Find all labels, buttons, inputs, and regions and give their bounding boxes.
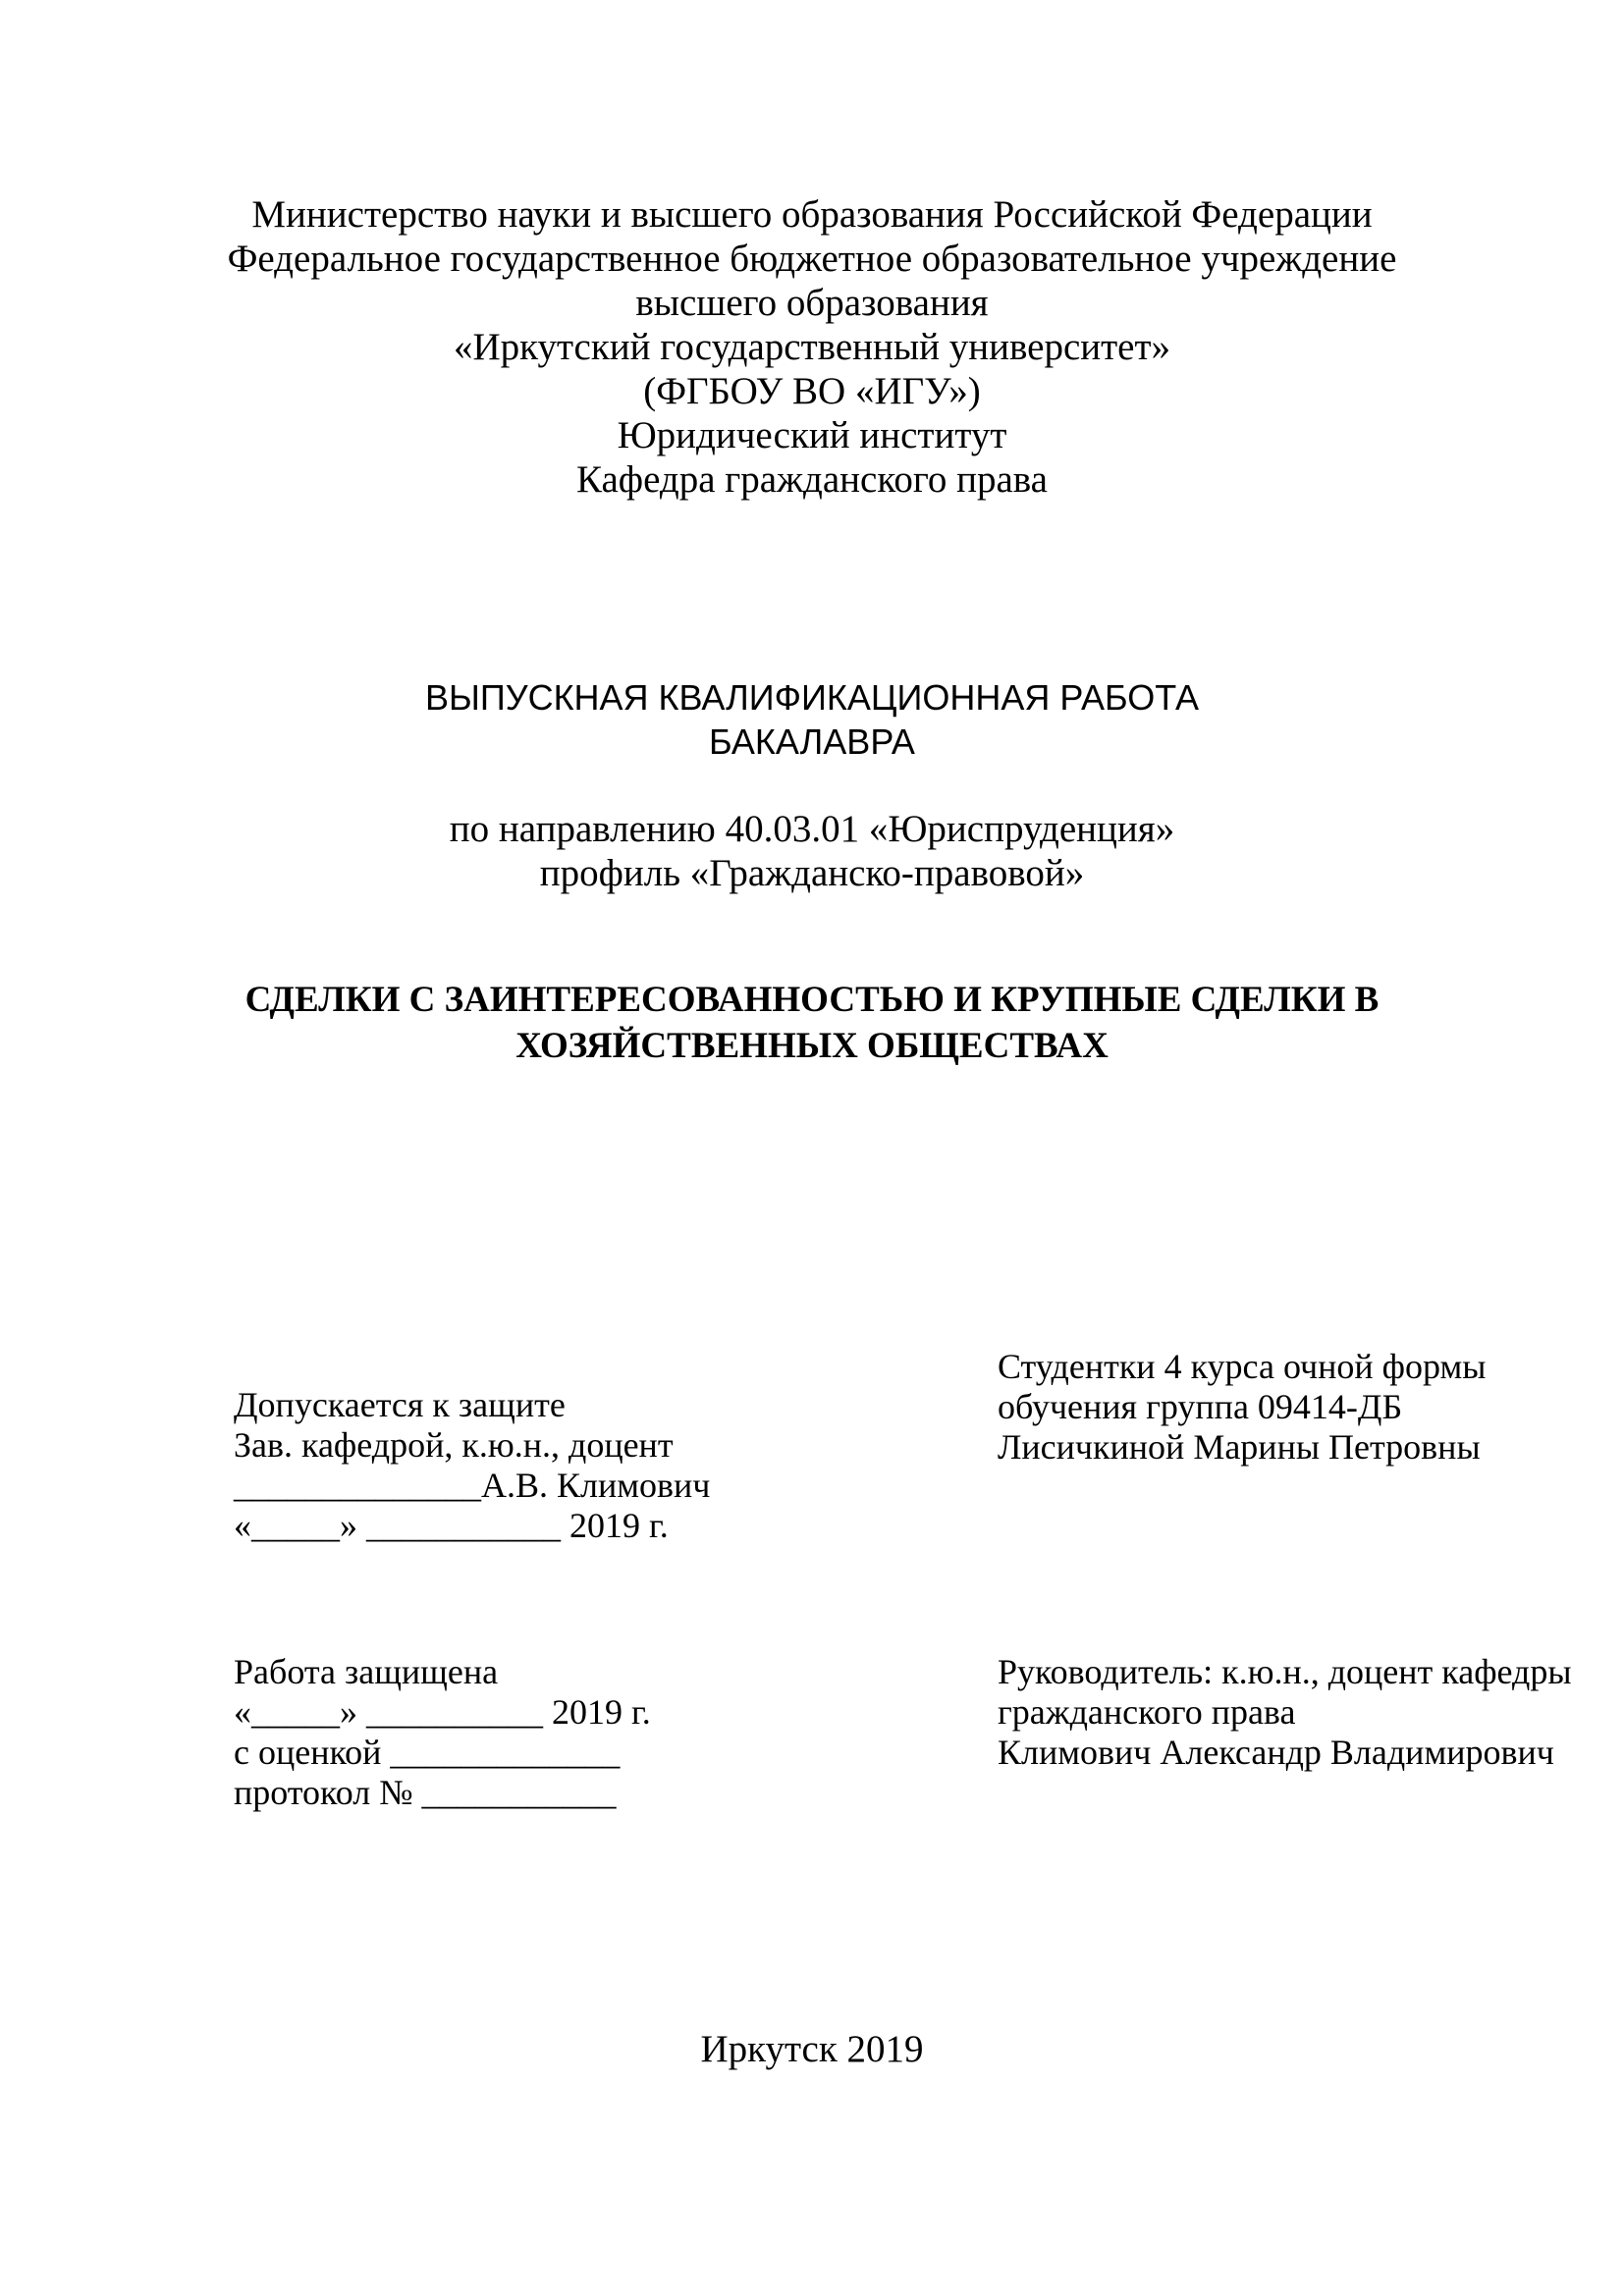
city-year-line: Иркутск 2019 bbox=[700, 2028, 924, 2070]
study-direction bbox=[0, 807, 1624, 895]
institute-line: Юридический институт bbox=[617, 414, 1007, 456]
supervisor-title-line: Руководитель: к.ю.н., доцент кафедры bbox=[998, 1652, 1572, 1691]
defense-date-line: «_____» __________ 2019 г. bbox=[234, 1692, 651, 1732]
department-line: Кафедра гражданского права bbox=[576, 458, 1048, 501]
student-block bbox=[998, 1347, 1486, 1468]
supervisor-name-line: Климович Александр Владимирович bbox=[998, 1733, 1554, 1772]
student-group-line: обучения группа 09414-ДБ bbox=[998, 1387, 1403, 1426]
head-signature-line: ______________А.В. Климович bbox=[234, 1466, 711, 1505]
university-abbr-line: (ФГБОУ ВО «ИГУ») bbox=[643, 370, 981, 412]
protocol-line: протокол № ___________ bbox=[234, 1773, 617, 1812]
institution-type-line: Федеральное государственное бюджетное образовательное учреждение bbox=[227, 238, 1397, 280]
education-level-line: высшего образования bbox=[635, 282, 989, 324]
student-name-line: Лисичкиной Марины Петровны bbox=[998, 1427, 1481, 1467]
admission-block bbox=[234, 1385, 710, 1546]
grade-line: с оценкой _____________ bbox=[234, 1733, 621, 1772]
direction-line: по направлению 40.03.01 «Юриспруденция» bbox=[449, 808, 1175, 850]
supervisor-department-line: гражданского права bbox=[998, 1692, 1296, 1732]
ministry-line: Министерство науки и высшего образования Российской Федерации bbox=[251, 193, 1373, 236]
admission-date-line: «_____» ___________ 2019 г. bbox=[234, 1506, 669, 1545]
defense-block bbox=[234, 1652, 651, 1813]
thesis-title-line-1: СДЕЛКИ С ЗАИНТЕРЕСОВАННОСТЬЮ И КРУПНЫЕ СДЕЛКИ В bbox=[244, 980, 1380, 1020]
thesis-title bbox=[0, 978, 1624, 1070]
profile-line: профиль «Гражданско-правовой» bbox=[539, 852, 1085, 894]
work-type bbox=[0, 675, 1624, 764]
thesis-title-line-2: ХОЗЯЙСТВЕННЫХ ОБЩЕСТВАХ bbox=[515, 1026, 1109, 1066]
university-line: «Иркутский государственный университет» bbox=[453, 326, 1171, 368]
admission-label: Допускается к защите bbox=[234, 1385, 566, 1424]
head-of-department-line: Зав. кафедрой, к.ю.н., доцент bbox=[234, 1425, 674, 1465]
student-course-line: Студентки 4 курса очной формы bbox=[998, 1347, 1487, 1386]
defense-label: Работа защищена bbox=[234, 1652, 499, 1691]
supervisor-block bbox=[998, 1652, 1572, 1773]
work-type-line-2: БАКАЛАВРА bbox=[709, 721, 915, 762]
work-type-line-1: ВЫПУСКНАЯ КВАЛИФИКАЦИОННАЯ РАБОТА bbox=[424, 677, 1200, 718]
footer bbox=[0, 2027, 1624, 2071]
institution-header bbox=[0, 192, 1624, 502]
